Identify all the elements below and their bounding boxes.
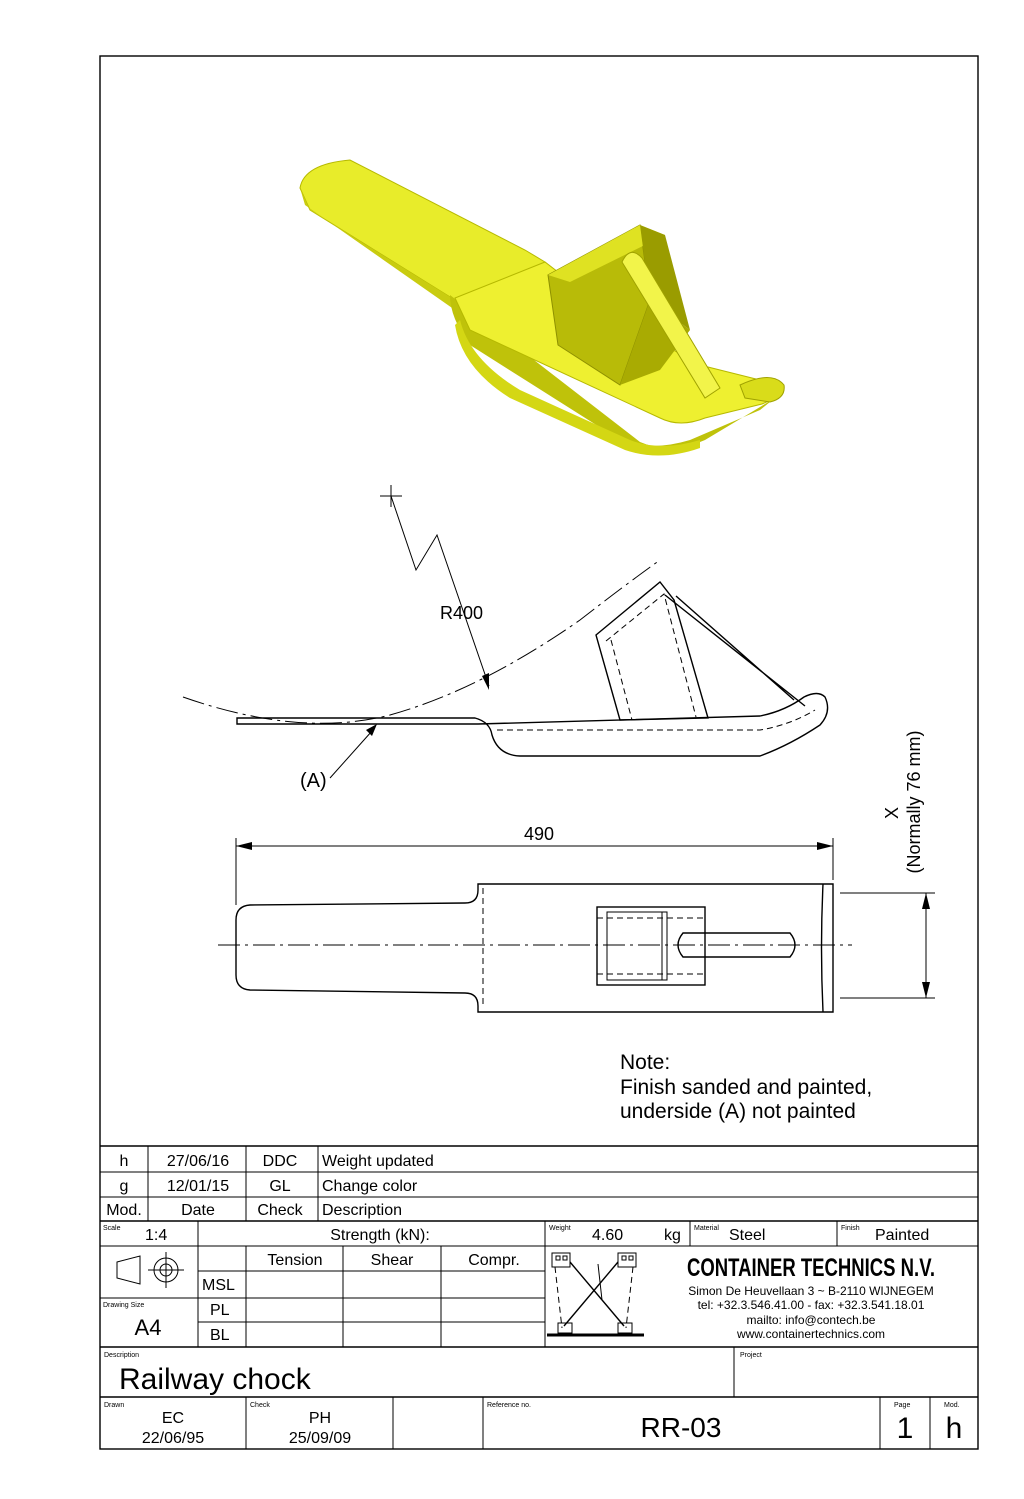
company-name: CONTAINER TECHNICS N.V. <box>687 1254 935 1282</box>
weight-value: 4.60 <box>592 1227 624 1244</box>
reference-value: RR-03 <box>640 1412 722 1443</box>
height-label-normally: (Normally 76 mm) <box>904 730 924 874</box>
scale-value: 1:4 <box>145 1227 168 1244</box>
rev-header-date: Date <box>181 1202 215 1219</box>
strength-col-compr: Compr. <box>468 1252 520 1269</box>
finish-value: Painted <box>875 1227 930 1244</box>
rev-header-mod: Mod. <box>106 1202 142 1219</box>
note <box>620 1051 872 1123</box>
weight-unit: kg <box>664 1227 681 1244</box>
strength-caption: Strength (kN): <box>330 1227 430 1244</box>
drawing-size-value: A4 <box>134 1315 162 1340</box>
rev-h-date: 27/06/16 <box>166 1153 230 1170</box>
finish-caption: Finish <box>841 1225 860 1232</box>
company-address: Simon De Heuvellaan 3 ~ B-2110 WIJNEGEM <box>688 1284 934 1298</box>
mod-caption: Mod. <box>944 1402 960 1409</box>
strength-row-pl: PL <box>210 1302 230 1319</box>
company-phone: tel: +32.3.546.41.00 - fax: +32.3.541.18.01 <box>697 1298 925 1312</box>
strength-col-tension: Tension <box>267 1252 323 1269</box>
company-mail: mailto: info@contech.be <box>746 1313 876 1327</box>
height-label-x: X <box>882 806 902 820</box>
check-caption: Check <box>250 1402 270 1409</box>
check-by: PH <box>308 1410 332 1427</box>
reference-caption: Reference no. <box>487 1402 531 1409</box>
mod-value: h <box>945 1412 963 1445</box>
project-caption: Project <box>740 1352 762 1359</box>
material-caption: Material <box>694 1225 719 1232</box>
rev-h-check: DDC <box>262 1153 298 1170</box>
check-date: 25/09/09 <box>288 1430 352 1447</box>
description-value: Railway chock <box>119 1363 311 1396</box>
strength-col-shear: Shear <box>370 1252 414 1269</box>
description-caption: Description <box>104 1352 140 1359</box>
material-value: Steel <box>729 1227 766 1244</box>
drawn-date: 22/06/95 <box>141 1430 205 1447</box>
rev-h-description: Weight updated <box>322 1153 434 1170</box>
rev-g-description: Change color <box>322 1178 418 1195</box>
page-caption: Page <box>894 1402 911 1409</box>
drawing-size-caption: Drawing Size <box>103 1302 145 1309</box>
side-view <box>183 485 828 792</box>
strength-row-bl: BL <box>210 1327 230 1344</box>
page-value: 1 <box>896 1412 914 1445</box>
title-block <box>100 1146 978 1449</box>
length-label: 490 <box>524 824 555 844</box>
note-line-1: Finish sanded and painted, <box>620 1076 873 1099</box>
company-web: www.containertechnics.com <box>736 1327 886 1341</box>
rev-h-mod: h <box>119 1153 129 1170</box>
radius-label: R400 <box>440 603 484 623</box>
rev-header-check: Check <box>257 1202 303 1219</box>
note-title: Note: <box>620 1051 671 1074</box>
drawn-caption: Drawn <box>104 1402 125 1409</box>
note-line-2: underside (A) not painted <box>620 1100 856 1123</box>
scale-caption: Scale <box>103 1225 121 1232</box>
drawn-by: EC <box>161 1410 185 1427</box>
rev-g-check: GL <box>269 1178 291 1195</box>
rev-header-description: Description <box>322 1202 403 1219</box>
company-logo-icon <box>547 1253 644 1335</box>
rev-g-mod: g <box>119 1178 129 1195</box>
underside-label: (A) <box>300 770 327 792</box>
strength-row-msl: MSL <box>202 1277 235 1294</box>
rev-g-date: 12/01/15 <box>166 1178 230 1195</box>
projection-symbol-icon <box>117 1252 184 1288</box>
isometric-view <box>300 160 784 456</box>
weight-caption: Weight <box>549 1225 571 1232</box>
